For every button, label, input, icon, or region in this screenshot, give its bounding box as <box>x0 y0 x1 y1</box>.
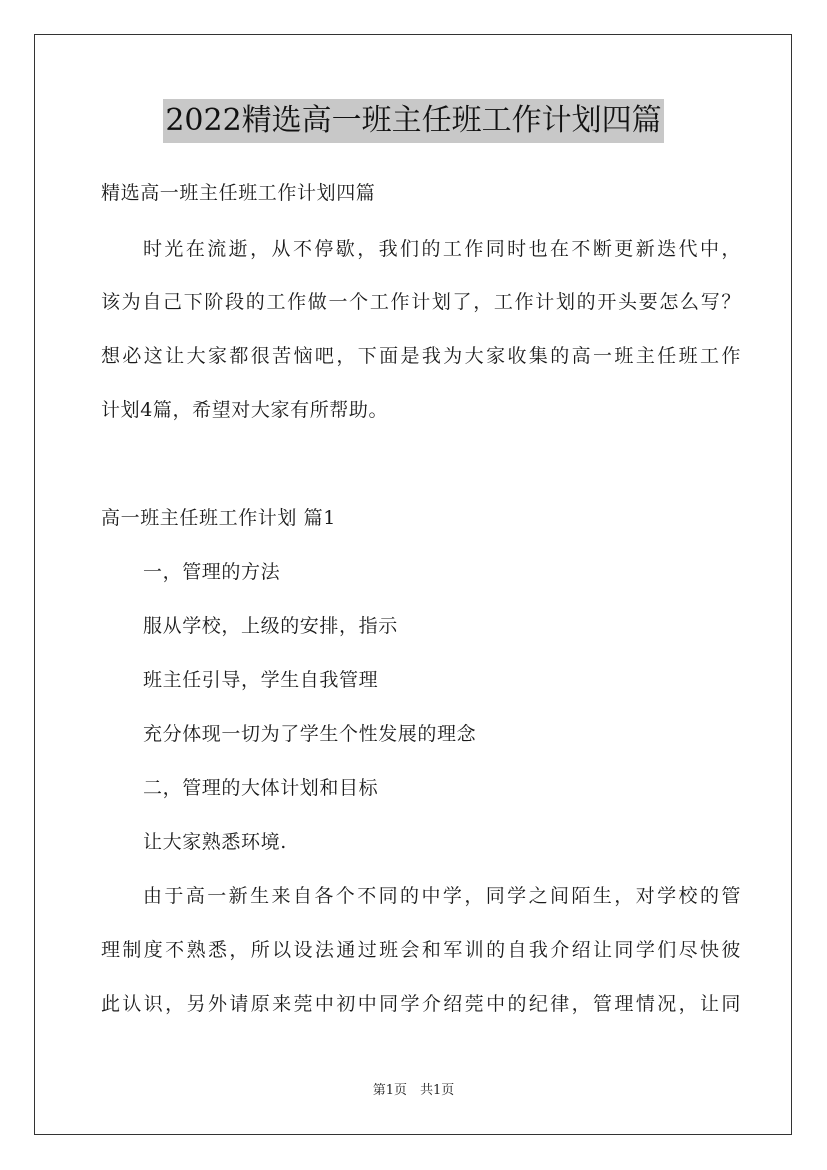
intro-line-3: 想必这让大家都很苦恼吧，下面是我为大家收集的高一班主任班工作 <box>101 345 741 367</box>
list-item: 服从学校，上级的安排，指示 <box>143 615 398 637</box>
document-title: 2022精选高一班主任班工作计划四篇 <box>163 99 663 143</box>
body-line-2: 理制度不熟悉，所以设法通过班会和军训的自我介绍让同学们尽快彼 <box>101 939 741 961</box>
intro-line-4: 计划4篇，希望对大家有所帮助。 <box>101 399 389 421</box>
page-number-footer: 第1页 共1页 <box>372 1083 455 1098</box>
list-item: 二，管理的大体计划和目标 <box>143 777 379 799</box>
list-item: 班主任引导，学生自我管理 <box>143 669 379 691</box>
intro-line-1: 时光在流逝，从不停歇，我们的工作同时也在不断更新迭代中， <box>143 238 741 260</box>
list-item: 让大家熟悉环境. <box>143 831 287 853</box>
body-line-3: 此认识，另外请原来莞中初中同学介绍莞中的纪律，管理情况，让同 <box>101 993 741 1015</box>
list-item: 一，管理的方法 <box>143 561 281 583</box>
intro-line-2: 该为自己下阶段的工作做一个工作计划了，工作计划的开头要怎么写？ <box>101 291 741 313</box>
list-item: 充分体现一切为了学生个性发展的理念 <box>143 723 477 745</box>
section-heading: 高一班主任班工作计划 篇1 <box>101 507 336 529</box>
body-line-1: 由于高一新生来自各个不同的中学，同学之间陌生，对学校的管 <box>143 885 741 907</box>
title-container <box>0 99 827 143</box>
document-subtitle: 精选高一班主任班工作计划四篇 <box>101 182 376 204</box>
